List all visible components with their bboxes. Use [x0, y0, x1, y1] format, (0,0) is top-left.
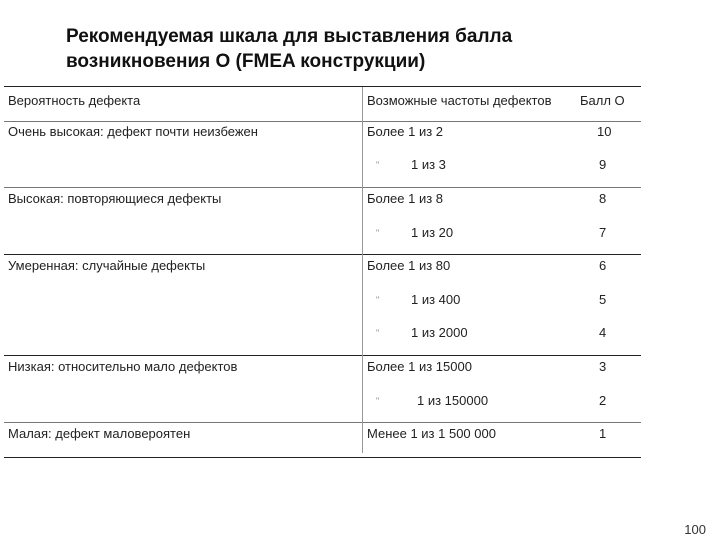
probability-very-high: Очень высокая: дефект почти неизбежен — [8, 124, 258, 139]
frequency-cell: 1 из 20 — [411, 225, 454, 240]
probability-low: Низкая: относительно мало дефектов — [8, 359, 238, 374]
score-cell: 2 — [599, 393, 607, 408]
score-cell: 6 — [599, 258, 607, 273]
score-cell: 8 — [599, 191, 607, 206]
probability-remote: Малая: дефект маловероятен — [8, 426, 191, 441]
frequency-cell: 1 из 150000 — [417, 393, 489, 408]
score-cell: 3 — [599, 359, 607, 374]
title-line-2: возникновения О (FMEA конструкции) — [66, 51, 426, 72]
ditto-mark: " — [376, 396, 380, 406]
frequency-cell: 1 из 400 — [411, 292, 461, 307]
table-bottom-border — [4, 457, 641, 458]
row-divider — [4, 422, 641, 423]
ditto-mark: " — [376, 295, 380, 305]
score-cell: 7 — [599, 225, 607, 240]
probability-high: Высокая: повторяющиеся дефекты — [8, 191, 222, 206]
header-probability: Вероятность дефекта — [8, 93, 141, 108]
header-frequency: Возможные частоты дефектов — [367, 93, 552, 108]
table-top-border — [4, 86, 641, 87]
frequency-cell: Менее 1 из 1 500 000 — [367, 426, 496, 441]
page-number: 100 — [684, 522, 706, 537]
frequency-cell: Более 1 из 8 — [367, 191, 444, 206]
frequency-cell: 1 из 3 — [411, 157, 446, 172]
score-cell: 9 — [599, 157, 607, 172]
ditto-mark: " — [376, 160, 380, 170]
header-divider — [4, 121, 641, 122]
score-cell: 1 — [599, 426, 607, 441]
title-line-1: Рекомендуемая шкала для выставления балла — [66, 26, 513, 47]
ditto-mark: " — [376, 328, 380, 338]
score-cell: 5 — [599, 292, 607, 307]
row-divider — [4, 187, 641, 188]
probability-moderate: Умеренная: случайные дефекты — [8, 258, 206, 273]
slide-title — [66, 24, 512, 74]
ditto-mark: " — [376, 228, 380, 238]
header-score: Балл О — [580, 93, 625, 108]
frequency-cell: Более 1 из 2 — [367, 124, 444, 139]
row-divider — [4, 355, 641, 356]
score-cell: 4 — [599, 325, 607, 340]
column-divider — [362, 87, 363, 453]
frequency-cell: 1 из 2000 — [411, 325, 468, 340]
score-cell: 10 — [597, 124, 612, 139]
row-divider — [4, 254, 641, 255]
frequency-cell: Более 1 из 15000 — [367, 359, 472, 374]
frequency-cell: Более 1 из 80 — [367, 258, 451, 273]
